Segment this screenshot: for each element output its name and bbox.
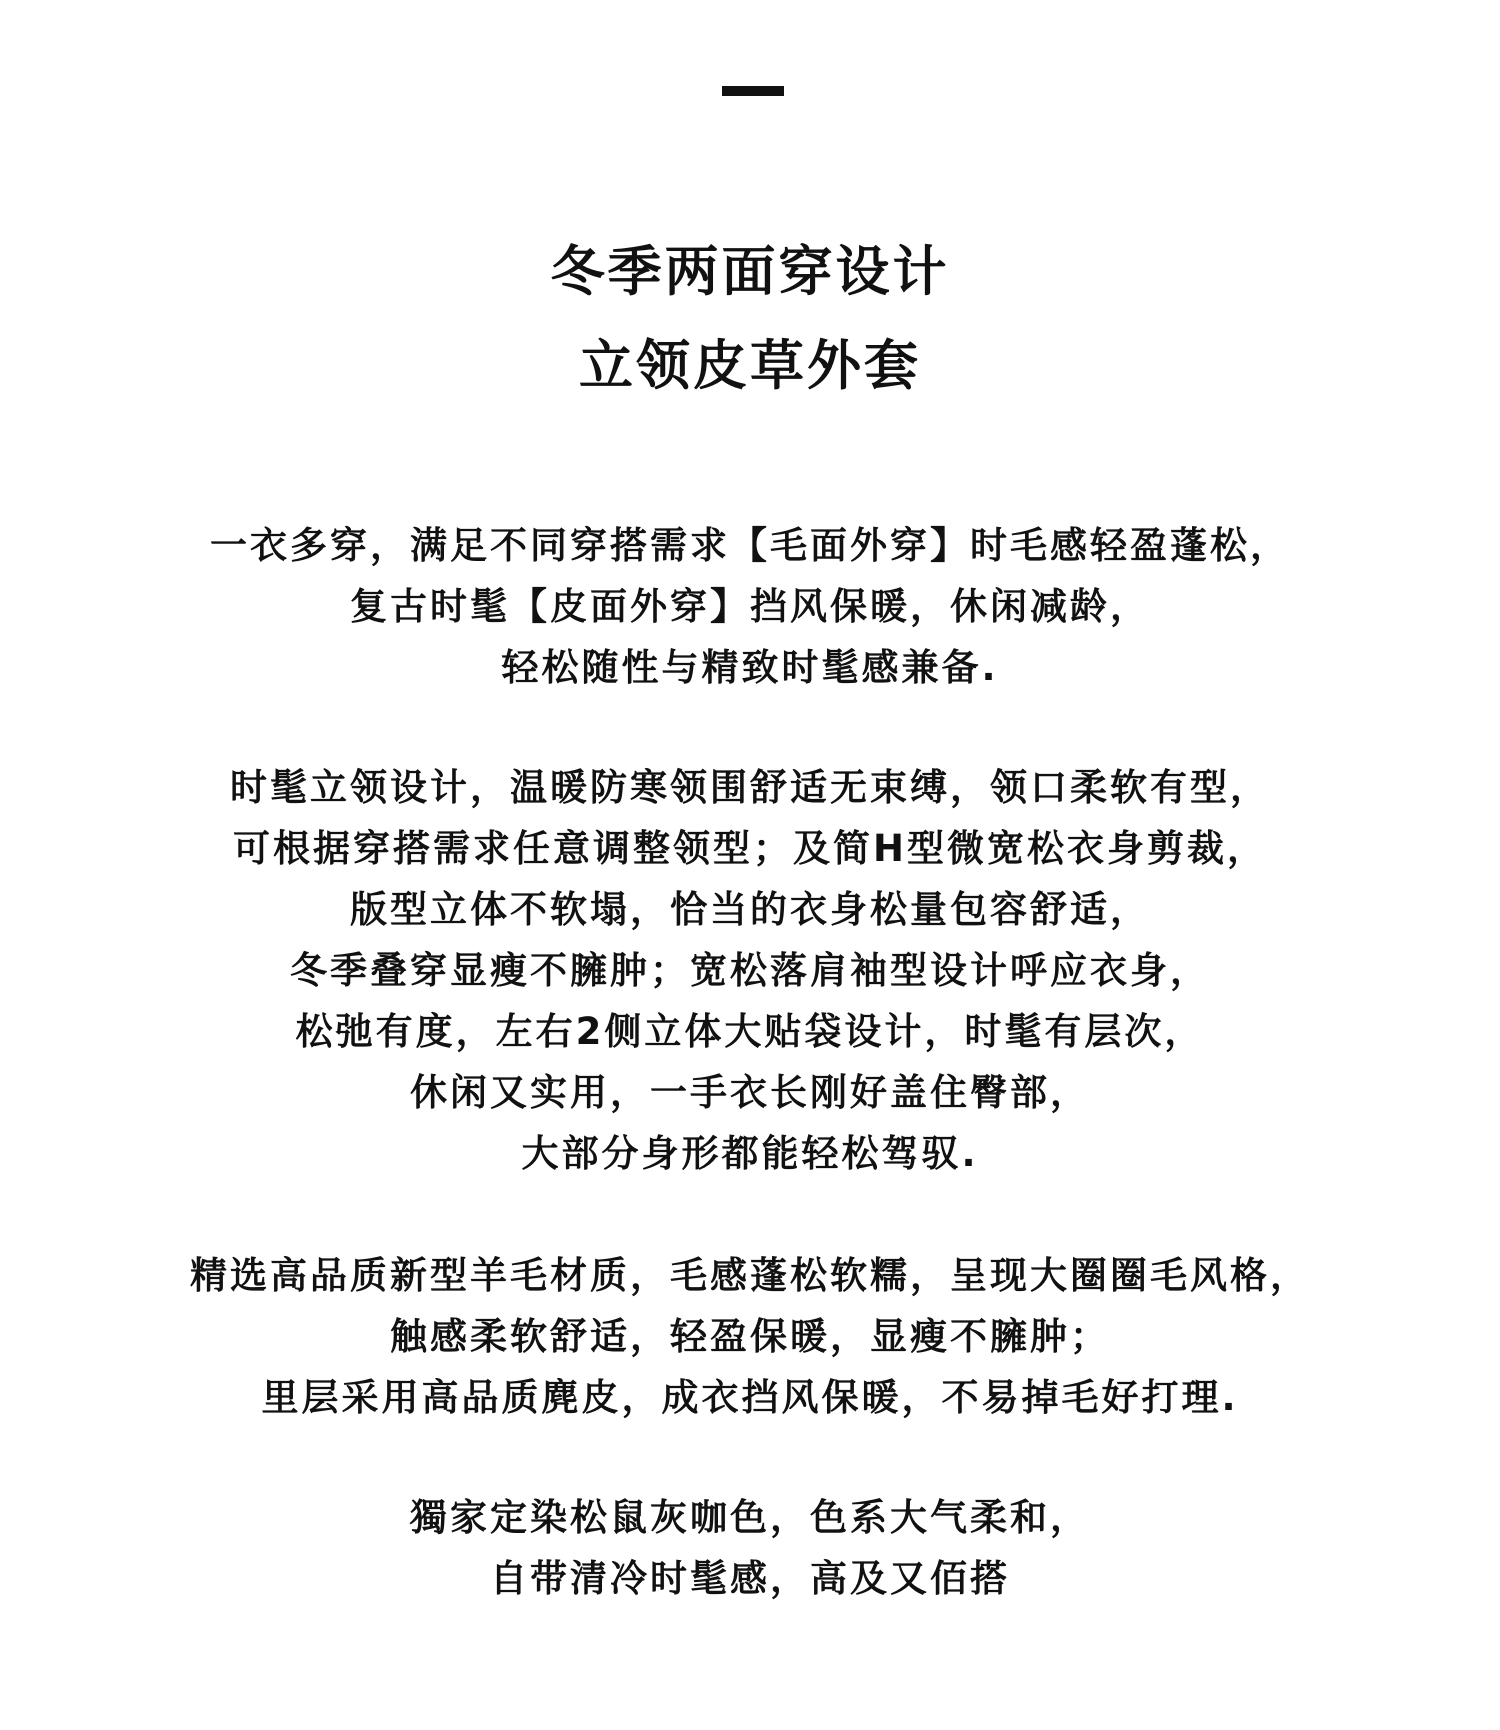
- text-line: 冬季叠穿显瘦不臃肿；宽松落肩袖型设计呼应衣身，: [290, 949, 1210, 992]
- text-line: 自带清冷时髦感，高及又佰搭: [490, 1557, 1010, 1600]
- title-line-1: 冬季两面穿设计: [550, 240, 950, 303]
- text-line: 一衣多穿，满足不同穿搭需求【毛面外穿】时毛感轻盈蓬松，: [210, 524, 1290, 567]
- text-line: 触感柔软舒适，轻盈保暖，显瘦不臃肿；: [390, 1315, 1110, 1358]
- paragraph-material: [0, 1245, 1500, 1428]
- text-line: 里层采用高品质麂皮，成衣挡风保暖，不易掉毛好打理.: [261, 1376, 1239, 1419]
- text-line: 时髦立领设计，温暖防寒领围舒适无束缚，领口柔软有型，: [230, 766, 1270, 809]
- text-line: 版型立体不软塌，恰当的衣身松量包容舒适，: [350, 888, 1150, 931]
- paragraph-reversible-design: [0, 515, 1500, 698]
- text-line: 休闲又实用，一手衣长刚好盖住臀部，: [410, 1071, 1090, 1114]
- text-line: 轻松随性与精致时髦感兼备.: [501, 646, 999, 689]
- page-title: [0, 225, 1500, 413]
- paragraph-collar-and-fit: [0, 757, 1500, 1184]
- text-line: 松弛有度，左右2侧立体大贴袋设计，时髦有层次，: [295, 1010, 1205, 1053]
- top-divider: [722, 86, 784, 96]
- text-line: 可根据穿搭需求任意调整领型；及简H型微宽松衣身剪裁，: [233, 827, 1267, 870]
- text-line: 大部分身形都能轻松驾驭.: [521, 1132, 979, 1175]
- text-line: 獨家定染松鼠灰咖色，色系大气柔和，: [410, 1496, 1090, 1539]
- text-line: 精选高品质新型羊毛材质，毛感蓬松软糯，呈现大圈圈毛风格，: [190, 1254, 1310, 1297]
- title-line-2: 立领皮草外套: [579, 334, 921, 397]
- text-line: 复古时髦【皮面外穿】挡风保暖，休闲减龄，: [350, 585, 1150, 628]
- paragraph-color: [0, 1487, 1500, 1609]
